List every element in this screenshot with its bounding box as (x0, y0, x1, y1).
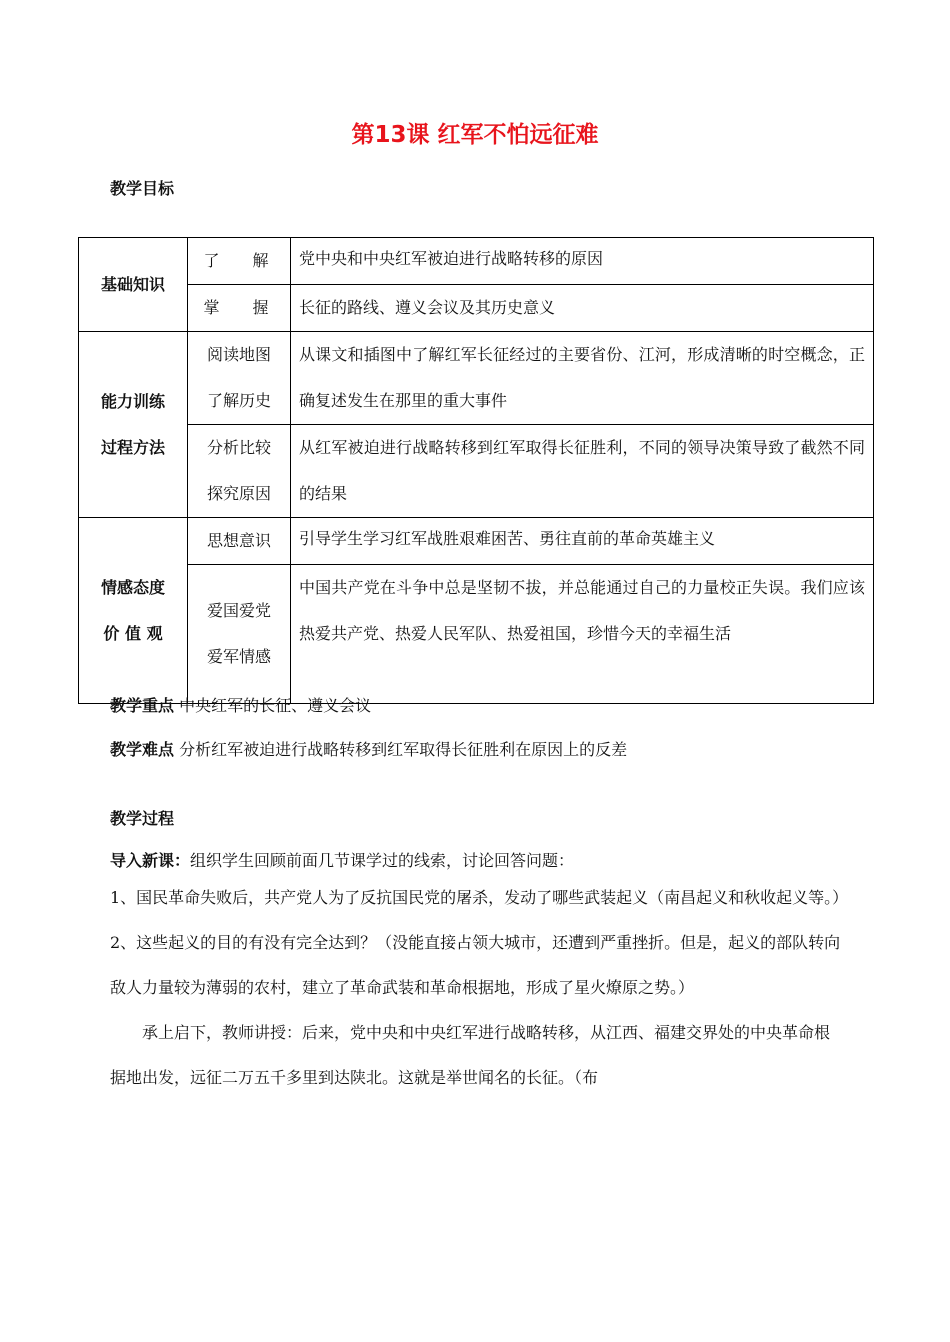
objectives-table (78, 237, 874, 704)
category-ability (79, 332, 188, 518)
desc-master: 长征的路线、遵义会议及其历史意义 (291, 285, 874, 332)
intro (110, 848, 574, 871)
key-point-label: 教学重点 (110, 696, 175, 715)
category-knowledge: 基础知识 (79, 238, 188, 332)
question-2: 2、这些起义的目的有没有完全达到？（没能直接占领大城市，还遭到严重挫折。但是，起义的部队转向敌人力量较为薄弱的农村，建立了革命武装和革命根据地，形成了星火燎原之势。） (110, 933, 841, 997)
difficulty-label: 教学难点 (110, 740, 175, 759)
question-1: 1、国民革命失败后，共产党人为了反抗国民党的屠杀，发动了哪些武装起义（南昌起义和秋收起义等。） (110, 888, 849, 907)
table-row (79, 332, 874, 425)
lesson-body (110, 875, 849, 1100)
table-row (79, 285, 874, 332)
sub-read-map-line2: 了解历史 (206, 391, 271, 410)
sub-patriotism (188, 565, 291, 704)
sub-analyze-line2: 探究原因 (206, 484, 271, 503)
desc-ideology: 引导学生学习红军战胜艰难困苦、勇往直前的革命英雄主义 (291, 518, 874, 565)
transition-paragraph: 承上启下，教师讲授：后来，党中央和中央红军进行战略转移，从江西、福建交界处的中央革命根据地出发，远征二万五千多里到达陕北。这就是举世闻名的长征。（布 (110, 1023, 831, 1087)
desc-understand: 党中央和中央红军被迫进行战略转移的原因 (291, 238, 874, 285)
sub-master: 掌 握 (188, 285, 291, 332)
desc-analyze: 从红军被迫进行战略转移到红军取得长征胜利，不同的领导决策导致了截然不同的结果 (291, 425, 874, 518)
category-emotion-line2: 价 值 观 (103, 623, 163, 643)
difficulty-text: 分析红军被迫进行战略转移到红军取得长征胜利在原因上的反差 (179, 740, 628, 759)
table-row (79, 425, 874, 518)
desc-read-map: 从课文和插图中了解红军长征经过的主要省份、江河，形成清晰的时空概念，正确复述发生在那里的重大事件 (291, 332, 874, 425)
category-emotion (79, 518, 188, 704)
process-heading: 教学过程 (110, 809, 175, 828)
sub-analyze-line1: 分析比较 (206, 438, 271, 457)
category-ability-line2: 过程方法 (100, 437, 165, 457)
table-row (79, 565, 874, 704)
desc-patriotism: 中国共产党在斗争中总是坚韧不拔，并总能通过自己的力量校正失误。我们应该热爱共产党、热爱人民军队、热爱祖国，珍惜今天的幸福生活 (291, 565, 874, 704)
key-point (110, 693, 371, 716)
table-row (79, 518, 874, 565)
category-emotion-line1: 情感态度 (100, 577, 165, 597)
sub-understand: 了 解 (188, 238, 291, 285)
sub-patriotism-line1: 爱国爱党 (206, 601, 271, 620)
sub-ideology: 思想意识 (188, 518, 291, 565)
table-row (79, 238, 874, 285)
sub-patriotism-line2: 爱军情感 (206, 647, 271, 666)
intro-label: 导入新课： (110, 851, 191, 870)
lesson-title: 第13课 红军不怕远征难 (351, 122, 599, 148)
category-ability-line1: 能力训练 (100, 391, 165, 411)
sub-read-map-line1: 阅读地图 (206, 345, 271, 364)
key-point-text: 中央红军的长征、遵义会议 (179, 696, 372, 715)
sub-read-map (188, 332, 291, 425)
objectives-heading: 教学目标 (110, 179, 175, 198)
difficulty (110, 737, 627, 760)
sub-analyze (188, 425, 291, 518)
intro-text: 组织学生回顾前面几节课学过的线索，讨论回答问题： (190, 851, 575, 870)
